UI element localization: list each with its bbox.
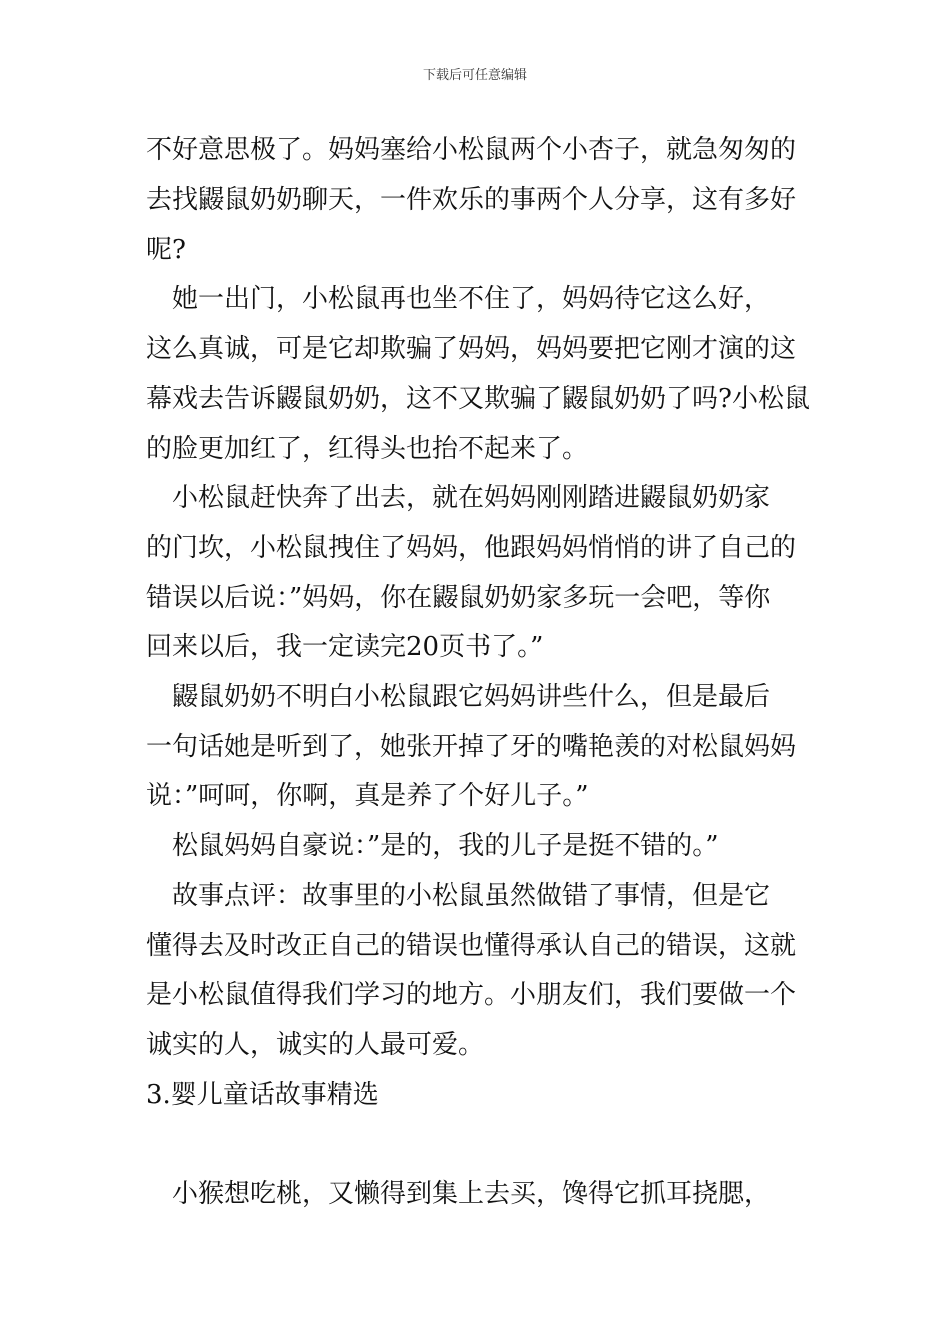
text-line: 去找鼹鼠奶奶聊天，一件欢乐的事两个人分享，这有多好	[146, 185, 797, 215]
text-line: 她一出门，小松鼠再也坐不住了，妈妈待它这么好，	[146, 284, 771, 314]
text-line: 鼹鼠奶奶不明白小松鼠跟它妈妈讲些什么，但是最后	[146, 682, 771, 712]
text-line: 故事点评：故事里的小松鼠虽然做错了事情，但是它	[146, 881, 771, 911]
text-line: 是小松鼠值得我们学习的地方。小朋友们，我们要做一个	[146, 980, 797, 1010]
text-line: 回来以后，我一定读完20页书了。”	[146, 632, 544, 662]
text-line: 懂得去及时改正自己的错误也懂得承认自己的错误，这就	[146, 931, 797, 961]
text-line: 松鼠妈妈自豪说：”是的，我的儿子是挺不错的。”	[146, 831, 719, 861]
text-line: 的脸更加红了，红得头也抬不起来了。	[146, 434, 589, 464]
text-line: 小松鼠赶快奔了出去，就在妈妈刚刚踏进鼹鼠奶奶家	[146, 483, 771, 513]
text-line: 说：”呵呵，你啊，真是养了个好儿子。”	[146, 781, 589, 811]
text-line: 呢?	[146, 235, 186, 265]
text-line: 诚实的人，诚实的人最可爱。	[146, 1030, 485, 1060]
section-heading: 3.婴儿童话故事精选	[146, 1080, 379, 1110]
text-line: 这么真诚，可是它却欺骗了妈妈，妈妈要把它刚才演的这	[146, 334, 797, 364]
text-line: 小猴想吃桃，又懒得到集上去买，馋得它抓耳挠腮，	[146, 1179, 771, 1209]
text-line: 不好意思极了。妈妈塞给小松鼠两个小杏子，就急匆匆的	[146, 135, 797, 165]
text-line: 的门坎，小松鼠拽住了妈妈，他跟妈妈悄悄的讲了自己的	[146, 533, 797, 563]
text-line: 一句话她是听到了，她张开掉了牙的嘴艳羡的对松鼠妈妈	[146, 732, 797, 762]
text-line: 错误以后说：”妈妈，你在鼹鼠奶奶家多玩一会吧，等你	[146, 583, 771, 613]
page-header: 下载后可任意编辑	[422, 68, 527, 83]
text-line: 幕戏去告诉鼹鼠奶奶，这不又欺骗了鼹鼠奶奶了吗?小松鼠	[146, 384, 810, 414]
